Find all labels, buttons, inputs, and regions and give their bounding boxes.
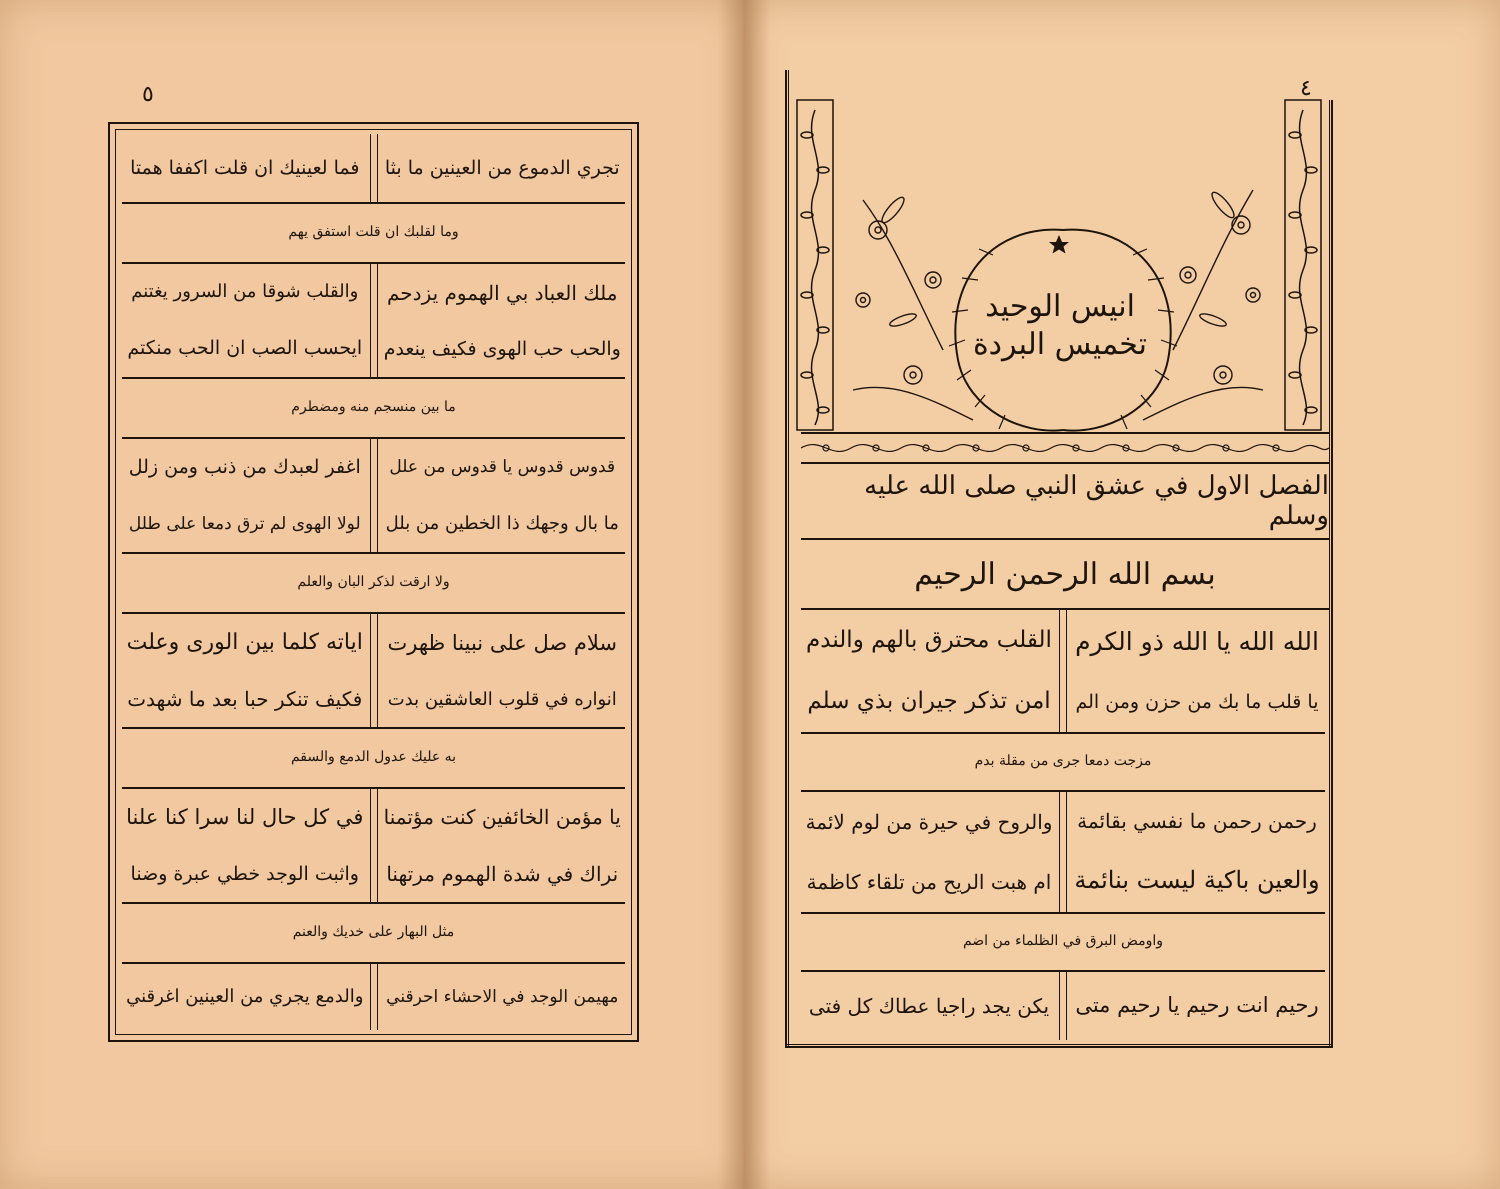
refrain-line: به عليك عدول الدمع والسقم xyxy=(290,749,457,766)
column-divider xyxy=(370,264,378,377)
refrain-row xyxy=(122,552,625,612)
refrain-row xyxy=(122,377,625,437)
column-divider xyxy=(1059,972,1067,1040)
first-hemistich-cell xyxy=(1069,610,1325,732)
hemistich: يا مؤمن الخائفين كنت مؤتمنا xyxy=(383,805,621,830)
hemistich: واثبت الوجد خطي عبرة وضنا xyxy=(130,862,359,885)
chapter-heading-box xyxy=(801,464,1329,540)
hemistich: امن تذكر جيران بذي سلم xyxy=(807,687,1051,714)
hemistich: انواره في قلوب العاشقين بدت xyxy=(387,688,617,710)
refrain-row xyxy=(122,727,625,787)
ornamental-band xyxy=(801,432,1329,464)
refrain-line: واومض البرق في الظلماء من اضم xyxy=(962,933,1164,950)
right-poem-table xyxy=(801,610,1325,1040)
hemistich: والحب حب الهوى فكيف ينعدم xyxy=(383,337,621,360)
couplet-row xyxy=(801,610,1325,732)
hemistich: والعين باكية ليست بنائمة xyxy=(1074,866,1320,895)
basmala-box xyxy=(801,540,1329,610)
column-divider xyxy=(1059,610,1067,732)
hemistich: ايحسب الصب ان الحب منكتم xyxy=(127,337,363,360)
refrain-line: ولا ارقت لذكر البان والعلم xyxy=(297,574,450,591)
hemistich: فكيف تنكر حبا بعد ما شهدت xyxy=(127,687,363,712)
first-hemistich-cell xyxy=(380,789,626,902)
refrain-line: مثل البهار على خديك والعنم xyxy=(292,924,455,941)
second-hemistich-cell xyxy=(801,792,1057,912)
hemistich: والقلب شوقا من السرور يغتنم xyxy=(131,281,359,303)
first-hemistich-cell xyxy=(380,439,626,552)
refrain-row xyxy=(801,732,1325,790)
hemistich: اغفر لعبدك من ذنب ومن زلل xyxy=(128,456,361,479)
hemistich: لولا الهوى لم ترق دمعا على طلل xyxy=(128,513,361,534)
refrain-row xyxy=(122,902,625,962)
hemistich: ما بال وجهك ذا الخطين من بلل xyxy=(385,512,619,534)
hemistich: يكن يجد راجيا عطاك كل فتى xyxy=(808,993,1050,1018)
first-hemistich-cell xyxy=(380,964,626,1030)
hemistich: فما لعينيك ان قلت اكففا همتا xyxy=(130,156,360,179)
column-divider xyxy=(370,439,378,552)
couplet-row xyxy=(122,437,625,552)
refrain-row xyxy=(122,202,625,262)
title-ornament xyxy=(793,90,1325,435)
book-title xyxy=(955,288,1165,363)
hemistich: سلام صل على نبينا ظهرت xyxy=(387,630,618,655)
right-page-number: ٤ xyxy=(1300,76,1312,101)
hemistich: يا قلب ما بك من حزن ومن الم xyxy=(1075,691,1319,714)
hemistich: مهيمن الوجد في الاحشاء احرقني xyxy=(386,986,619,1007)
refrain-line: وما لقلبك ان قلت استفق يهم xyxy=(288,224,459,241)
first-hemistich-cell xyxy=(380,134,626,202)
second-hemistich-cell xyxy=(122,264,368,377)
hemistich: في كل حال لنا سرا كنا علنا xyxy=(126,805,364,830)
second-hemistich-cell xyxy=(122,614,368,727)
basmala: بسم الله الرحمن الرحيم xyxy=(914,556,1216,592)
column-divider xyxy=(1059,792,1067,912)
second-hemistich-cell xyxy=(801,972,1057,1040)
couplet-row xyxy=(122,962,625,1030)
left-page-number: ٥ xyxy=(142,82,154,107)
first-hemistich-cell xyxy=(380,614,626,727)
column-divider xyxy=(370,614,378,727)
couplet-row xyxy=(122,787,625,902)
first-hemistich-cell xyxy=(1069,972,1325,1040)
hemistich: رحمن رحمن ما نفسي بقائمة xyxy=(1077,808,1317,833)
second-hemistich-cell xyxy=(122,439,368,552)
hemistich: نراك في شدة الهموم مرتهنا xyxy=(386,861,619,886)
couplet-row xyxy=(801,790,1325,912)
title-line-1: انيس الوحيد xyxy=(985,289,1135,324)
hemistich: والروح في حيرة من لوم لائمة xyxy=(805,809,1053,834)
hemistich: تجري الدموع من العينين ما بثا xyxy=(384,156,620,179)
right-text-frame xyxy=(785,70,1333,1048)
first-hemistich-cell xyxy=(1069,792,1325,912)
second-hemistich-cell xyxy=(122,789,368,902)
refrain-row xyxy=(801,912,1325,970)
couplet-row xyxy=(122,262,625,377)
left-poem-table xyxy=(122,134,625,1030)
chapter-heading: الفصل الاول في عشق النبي صلى الله عليه وسلم xyxy=(864,471,1329,531)
left-text-frame xyxy=(108,122,639,1042)
hemistich: والدمع يجري من العينين اغرقني xyxy=(126,986,364,1008)
hemistich: القلب محترق بالهم والندم xyxy=(806,626,1052,653)
couplet-row xyxy=(122,612,625,727)
refrain-line: ما بين منسجم منه ومضطرم xyxy=(291,399,456,416)
first-hemistich-cell xyxy=(380,264,626,377)
book-gutter xyxy=(718,0,770,1189)
column-divider xyxy=(370,134,378,202)
refrain-line: مزجت دمعا جرى من مقلة بدم xyxy=(974,753,1152,770)
hemistich: اياته كلما بين الورى وعلت xyxy=(126,629,363,655)
hemistich: قدوس قدوس يا قدوس من علل xyxy=(389,456,616,477)
title-line-2: تخميس البردة xyxy=(972,326,1148,362)
hemistich: ام هبت الريح من تلقاء كاظمة xyxy=(806,869,1052,894)
column-divider xyxy=(370,789,378,902)
couplet-row xyxy=(122,134,625,202)
second-hemistich-cell xyxy=(122,134,368,202)
hemistich: الله الله يا الله ذو الكرم xyxy=(1075,627,1319,657)
couplet-row xyxy=(801,970,1325,1040)
hemistich: رحيم انت رحيم يا رحيم متى xyxy=(1075,993,1319,1018)
second-hemistich-cell xyxy=(122,964,368,1030)
hemistich: ملك العباد بي الهموم يزدحم xyxy=(386,280,618,305)
column-divider xyxy=(370,964,378,1030)
second-hemistich-cell xyxy=(801,610,1057,732)
